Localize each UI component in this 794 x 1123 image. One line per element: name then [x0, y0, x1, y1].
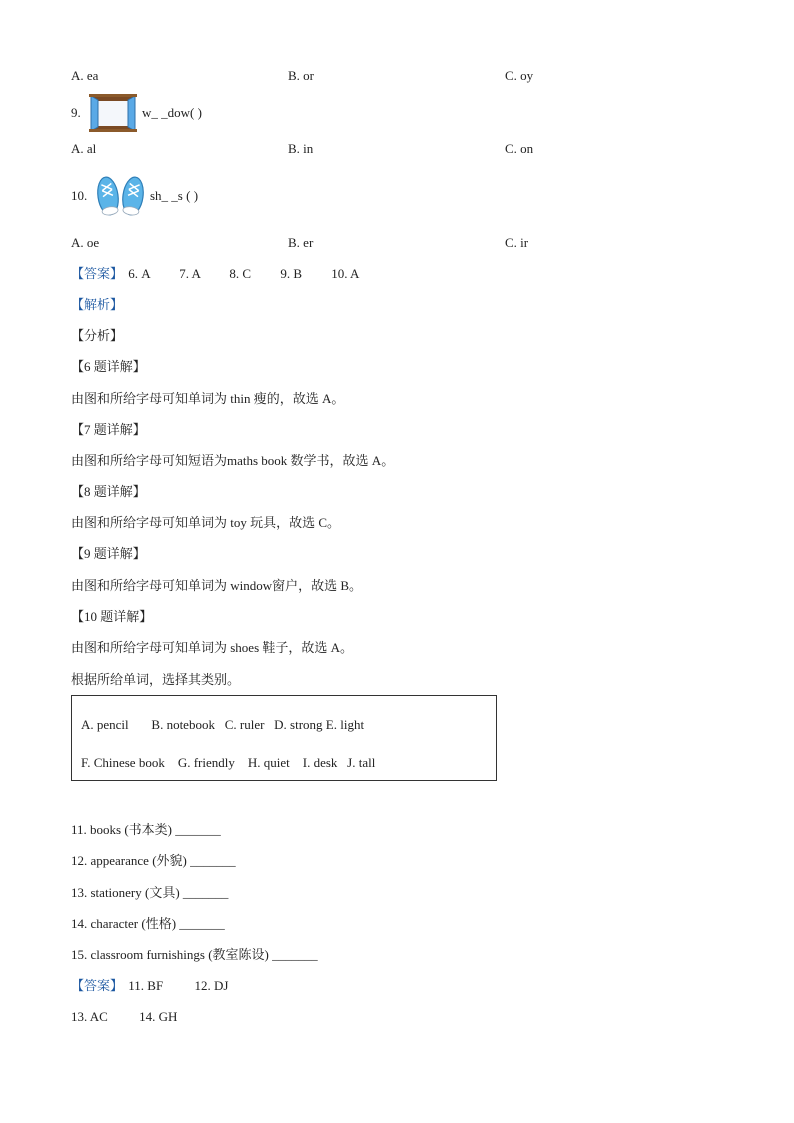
shoes-icon: [96, 175, 146, 221]
question-item: 14. character (性格) _______: [71, 916, 225, 931]
answer-item: 9. B: [280, 266, 302, 281]
question-item: 15. classroom furnishings (教室陈设) _______: [71, 947, 318, 962]
q9-option-c: C. on: [505, 141, 534, 156]
detail-body: 由图和所给字母可知单词为 window窗户，故选 B。: [71, 578, 363, 593]
q8-option-a: A. ea: [71, 68, 99, 83]
answer-line-1: [71, 266, 359, 282]
analysis-tag: 【解析】: [71, 297, 124, 312]
detail-body: 由图和所给字母可知短语为maths book 数学书，故选 A。: [71, 453, 395, 468]
word-box: [71, 695, 497, 781]
detail-heading: 【7 题详解】: [71, 422, 146, 437]
answer-item: 8. C: [229, 266, 252, 281]
answer-item: 7. A: [179, 266, 201, 281]
q10-option-c: C. ir: [505, 235, 529, 250]
q10-option-a: A. oe: [71, 235, 100, 250]
answer-item: 10. A: [331, 266, 360, 281]
word-box-line-2: F. Chinese book G. friendly H. quiet I. desk J. tall: [81, 755, 376, 770]
detail-heading: 【6 题详解】: [71, 359, 146, 374]
q10-prompt: sh_ _s ( ): [150, 188, 199, 203]
answer-item: 6. A: [128, 266, 150, 281]
q9-number: 9.: [71, 105, 81, 120]
window-icon: [89, 94, 137, 136]
detail-body: 由图和所给字母可知单词为 thin 瘦的，故选 A。: [71, 391, 345, 406]
fenxi-tag: 【分析】: [71, 328, 124, 343]
detail-heading: 【8 题详解】: [71, 484, 146, 499]
question-item: 11. books (书本类) _______: [71, 822, 221, 837]
answer-tag: 【答案】: [71, 266, 124, 281]
q9-option-b: B. in: [288, 141, 314, 156]
q9-prompt: w_ _dow( ): [142, 105, 202, 120]
answer-item: 12. DJ: [194, 978, 229, 993]
detail-body: 由图和所给字母可知单词为 shoes 鞋子，故选 A。: [71, 640, 354, 655]
q8-option-c: C. oy: [505, 68, 534, 83]
answer-tag: 【答案】: [71, 978, 124, 993]
detail-body: 由图和所给字母可知单词为 toy 玩具，故选 C。: [71, 515, 341, 530]
q10-number: 10.: [71, 188, 88, 203]
question-item: 13. stationery (文具) _______: [71, 885, 229, 900]
detail-heading: 【9 题详解】: [71, 546, 146, 561]
detail-heading: 【10 题详解】: [71, 609, 153, 624]
answer-item: 13. AC: [71, 1009, 108, 1024]
question-item: 12. appearance (外貌) _______: [71, 853, 236, 868]
q8-option-b: B. or: [288, 68, 314, 83]
q9-option-a: A. al: [71, 141, 97, 156]
word-box-line-1: A. pencil B. notebook C. ruler D. strong E. light: [81, 717, 365, 732]
section-instruction: 根据所给单词，选择其类别。: [71, 672, 241, 687]
answer-item: 11. BF: [128, 978, 164, 993]
answer-item: 14. GH: [139, 1009, 178, 1024]
q10-option-b: B. er: [288, 235, 314, 250]
answer-line-2: [71, 978, 228, 994]
answer-line-3: [71, 1009, 177, 1025]
